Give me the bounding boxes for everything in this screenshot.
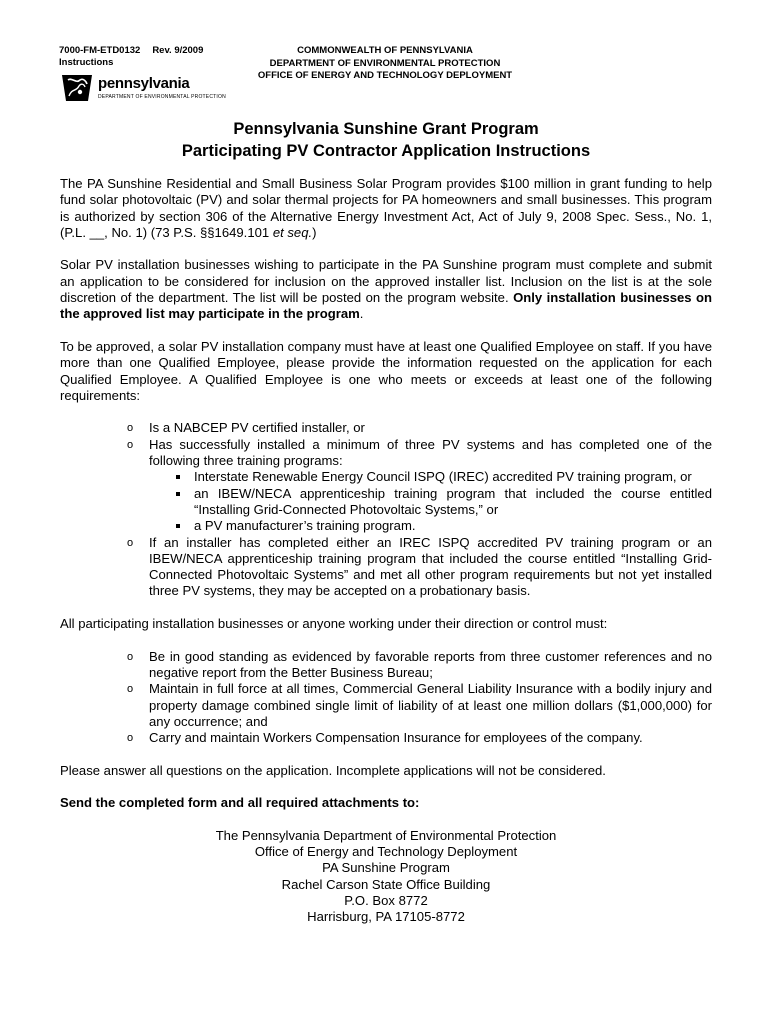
agency-line: COMMONWEALTH OF PENNSYLVANIA	[297, 45, 473, 56]
eligibility-text: Solar PV installation businesses wishing to participate in the PA Sunshine program must complete and submit an application to be considered for inclusion on the approved installer list. Inclusion on the list is at the sole discretion of the department. The list will be posted on the program website.	[60, 257, 712, 306]
address-line: The Pennsylvania Department of Environmental Protection	[215, 827, 557, 843]
list-item: a PV manufacturer’s training program.	[194, 518, 712, 534]
title-line-1: Pennsylvania Sunshine Grant Program	[233, 120, 539, 138]
intro-text: The PA Sunshine Residential and Small Business Solar Program provides $100 million in grant funding to help fund solar photovoltaic (PV) and solar thermal projects for PA homeowners and small businesses. This program is authorized by section 306 of the Alternative Energy Investment Act, Act of July 9, 2008 Spec. Sess., No. 1, (P.L. __, No. 1) (73 P.S. §§1649.101	[60, 176, 712, 240]
address-line: Rachel Carson State Office Building	[281, 876, 491, 892]
list-item: o Carry and maintain Workers Compensation Insurance for employees of the company.	[149, 730, 712, 746]
title-line-2: Participating PV Contractor Application Instructions	[181, 142, 591, 160]
form-number: 7000-FM-ETD0132	[59, 45, 141, 56]
send-heading	[60, 795, 712, 811]
form-revision: Rev. 9/2009	[152, 45, 204, 56]
qualified-employee-paragraph: To be approved, a solar PV installation company must have at least one Qualified Employee on staff. If you have more than one Qualified Employee, please provide the information requested on the application for each Qualified Employee. A Qualified Employee is one who meets or exceeds at least one of the following requirements:	[60, 338, 712, 403]
training-programs-list	[149, 469, 712, 534]
page-title	[60, 118, 712, 162]
obligations-list	[60, 649, 712, 747]
keystone-icon	[60, 72, 94, 104]
intro-italic: et seq.	[272, 224, 313, 240]
list-item: an IBEW/NECA apprenticeship training program that included the course entitled “Installing Grid-Connected Photovoltaic Systems,” or	[194, 485, 712, 517]
agency-line: OFFICE OF ENERGY AND TECHNOLOGY DEPLOYMENT	[257, 70, 513, 81]
list-item: Interstate Renewable Energy Council ISPQ (IREC) accredited PV training program, or	[194, 469, 712, 485]
obligations-intro: All participating installation businesses or anyone working under their direction or control must:	[60, 616, 608, 632]
pennsylvania-logo	[60, 72, 226, 106]
list-item	[149, 437, 712, 535]
address-line: Harrisburg, PA 17105-8772	[307, 909, 465, 925]
send-heading-text: Send the completed form and all required attachments to:	[60, 795, 420, 811]
intro-end: )	[312, 224, 317, 240]
eligibility-paragraph	[60, 257, 712, 322]
mailing-address	[60, 828, 712, 926]
list-item: o If an installer has completed either an IREC ISPQ accredited PV training program or an IBEW/NECA apprenticeship training program that included the course entitled “Installing Grid-Connected Photovoltaic Systems” and met all other program requirements but not yet installed three PV systems, they may be accepted on a probationary basis.	[149, 535, 712, 600]
form-identifier	[59, 45, 203, 69]
eligibility-bold: Only installation businesses on the approved list may participate in the program	[60, 290, 713, 322]
completeness-note: Please answer all questions on the application. Incomplete applications will not be considered.	[60, 762, 606, 778]
logo-wordmark: pennsylvania	[98, 75, 190, 92]
list-item: o Be in good standing as evidenced by favorable reports from three customer references and no negative report from the Better Business Bureau;	[149, 649, 712, 682]
logo-subtitle: DEPARTMENT OF ENVIRONMENTAL PROTECTION	[98, 94, 226, 100]
eligibility-end: .	[359, 306, 364, 322]
list-item-text: Has successfully installed a minimum of three PV systems and has completed one of the following three training programs:	[149, 436, 712, 469]
list-item: o Maintain in full force at all times, Commercial General Liability Insurance with a bodily injury and property damage combined single limit of liability of at least one million dollars ($1,000,000) for any occurrence; and	[149, 681, 712, 730]
intro-paragraph	[60, 176, 712, 241]
requirements-list	[60, 420, 712, 599]
agency-header	[230, 45, 540, 83]
form-type: Instructions	[59, 57, 114, 68]
document-body	[60, 176, 712, 926]
agency-line: DEPARTMENT OF ENVIRONMENTAL PROTECTION	[269, 57, 501, 69]
address-line: PA Sunshine Program	[322, 860, 450, 876]
list-item: o Is a NABCEP PV certified installer, or	[149, 420, 712, 436]
address-line: P.O. Box 8772	[344, 893, 428, 909]
address-line: Office of Energy and Technology Deployment	[254, 844, 518, 860]
